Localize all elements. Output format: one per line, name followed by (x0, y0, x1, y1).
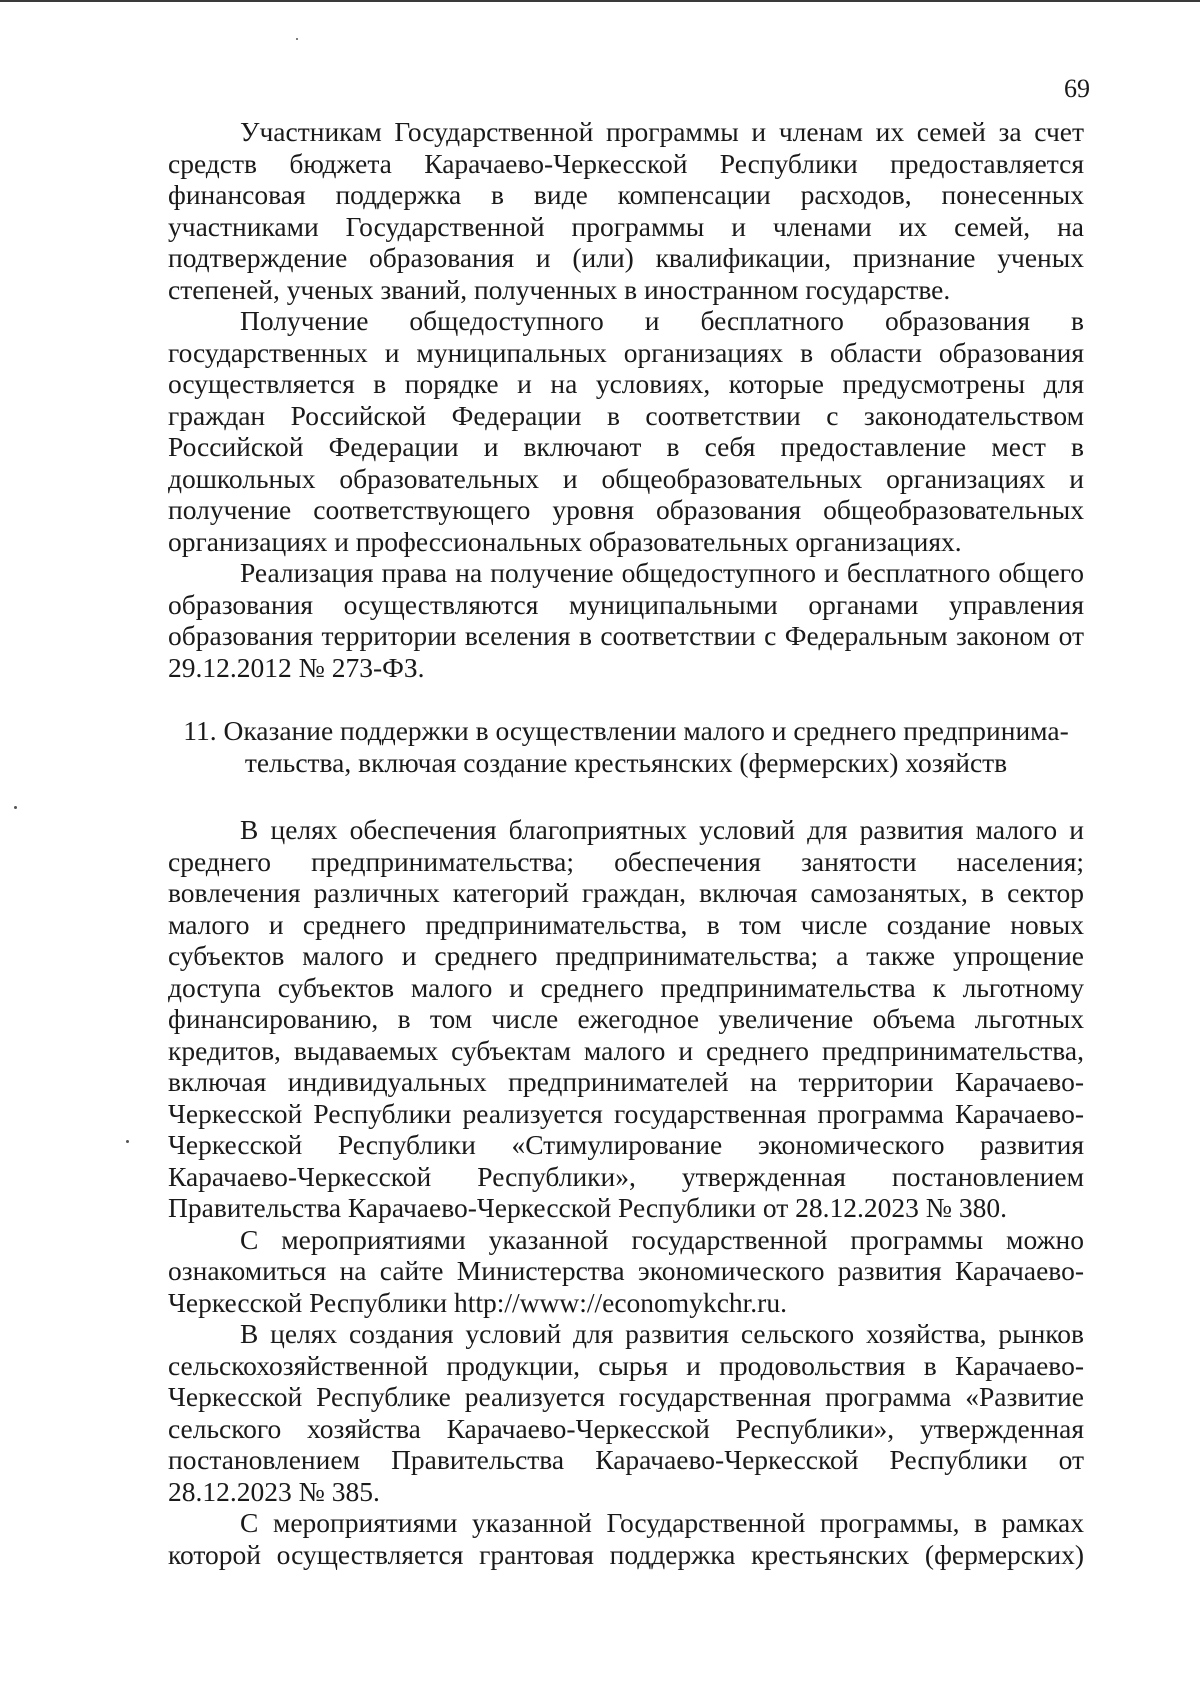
paragraph-program-website: С мероприятиями указанной государственной программы можно ознакомиться на сайте Министерства экономического развития Карачаево-Черкесской Республики http://www://economykchr.ru. (168, 1223, 1084, 1318)
paragraph-financial-support: Участникам Государственной программы и членам их семей за счет средств бюджета Карачаево-Черкесской Республики предоставляется финансовая поддержка в виде компенсации расходов, понесенных участниками Государственной программы и членами их семей, на подтверждение образования и (или) квалификации, признание ученых степеней, ученых званий, полученных в иностранном государстве. (168, 116, 1084, 305)
section-heading-11 (168, 715, 1084, 778)
paragraph-grant-support: С мероприятиями указанной Государственной программы, в рамках которой осуществляется грантовая поддержка крестьянских (фермерских) (168, 1507, 1084, 1570)
paragraph-agriculture-program: В целях создания условий для развития сельского хозяйства, рынков сельскохозяйственной продукции, сырья и продовольствия в Карачаево-Черкесской Республике реализуется государственная программа «Развитие сельского хозяйства Карачаево-Черкесской Республики», утвержденная постановлением Правительства Карачаево-Черкесской Республики от 28.12.2023 № 385. (168, 1318, 1084, 1507)
scan-top-edge (0, 0, 1200, 2)
scan-speck (14, 806, 17, 809)
paragraph-education-access: Получение общедоступного и бесплатного образования в государственных и муниципальных организациях в области образования осуществляется в порядке и на условиях, которые предусмотрены для граждан Российской Федерации в соответствии с законодательством Российской Федерации и включают в себя предоставление мест в дошкольных образовательных и общеобразовательных организациях и получение соответствующего уровня образования общеобразовательных организациях и профессиональных образовательных организациях. (168, 305, 1084, 557)
paragraph-education-right: Реализация права на получение общедоступного и бесплатного общего образования осуществляются муниципальными органами управления образования территории вселения в соответствии с Федеральным законом от 29.12.2012 № 273-ФЗ. (168, 557, 1084, 683)
document-body (168, 116, 1084, 1570)
paragraph-business-program: В целях обеспечения благоприятных условий для развития малого и среднего предпринимательства; обеспечения занятости населения; вовлечения различных категорий граждан, включая самозанятых, в сектор малого и среднего предпринимательства, в том числе создание новых субъектов малого и среднего предпринимательства; а также упрощение доступа субъектов малого и среднего предпринимательства к льготному финансированию, в том числе ежегодное увеличение объема льготных кредитов, выдаваемых субъектам малого и среднего предпринимательства, включая индивидуальных предпринимателей на территории Карачаево-Черкесской Республики реализуется государственная программа Карачаево-Черкесской Республики «Стимулирование экономического развития Карачаево-Черкесской Республики», утвержденная постановлением Правительства Карачаево-Черкесской Республики от 28.12.2023 № 380. (168, 814, 1084, 1223)
page-number: 69 (1064, 74, 1090, 103)
scan-speck (126, 1140, 129, 1143)
scan-speck (296, 38, 298, 40)
section-heading-line: тельства, включая создание крестьянских (фермерских) хозяйств (244, 746, 1008, 778)
section-heading-line: 11. Оказание поддержки в осуществлении малого и среднего предпринима- (183, 715, 1069, 746)
